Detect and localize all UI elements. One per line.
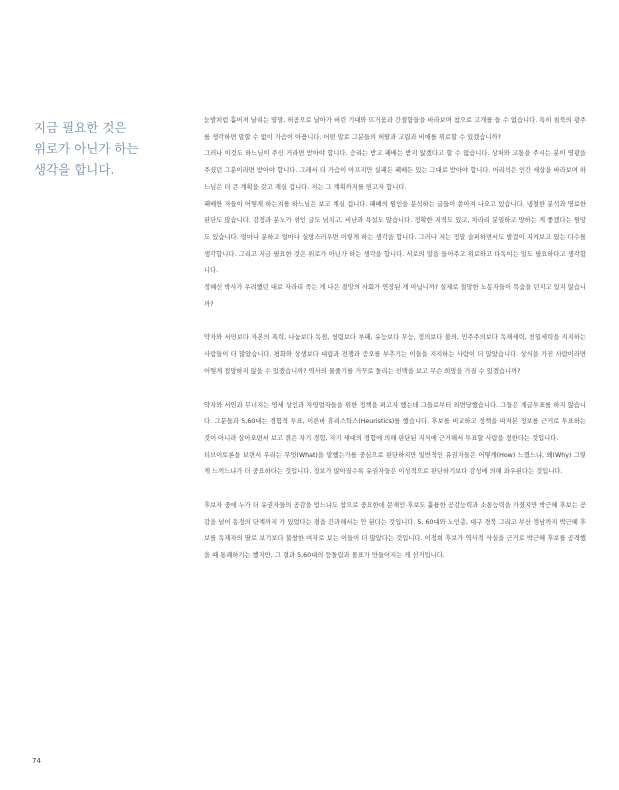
paragraph: 약자와 서민과 무너지는 영세 상인과 자영업자들을 위한 정책을 펴고자 했는데 그들로부터 외면당했습니다. 그들은 계급투표를 하지 않습니다. 그분들과 5,60대는 경험적 투표, 이른바 휴리스틱스(Heuristics)를 했습니다. 후보를 비교하고 정책을 따져본 정보를 근거로 투표하는 것이 아니라 살아오면서 보고 겪은 자기 경험, 자기 세대의 경험에 의해 판단된 지식에 근거해서 투표할 사람을 정한다는 것입니다. [204, 401, 586, 442]
pull-quote-line: 위로가 아닌가 하는 [34, 141, 139, 156]
paragraph: 패배한 자들이 어떻게 하는지를 하느님은 보고 계실 겁니다. 패배의 원인을 분석하는 글들이 쏟아져 나오고 있습니다. 냉철한 분석과 명료한 판단도 많습니다. 감정과 분노가 섞인 글도 넘치고, 비난과 욕설도 많습니다. 정확한 지적도 있고, 차라리 분열하고 망하는 게 좋겠다는 원망도 있습니다. 얼마나 분하고 얼마나 실망스러우면 이렇게 하는 생각을 합니다. 그러나 저는 정말 슬퍼하면서도 발걸이 지켜보고 있는 다수를 생각합니다. 그리고 지금 필요한 것은 위로가 아닌가 하는 생각을 합니다. 서로의 말을 들어주고 위로하고 다독이는 일도 필요하다고 생각합니다. [204, 200, 586, 275]
paragraph: 후보자 중에 누가 더 유권자들의 공감을 얻느냐도 참으로 중요한데 문재인 후보도 훌륭한 공감능력과 소통능력을 가졌지만 박근혜 후보는 공감을 넘어 동정의 단계까지 가 있었다는 점을 간과해서는 안 된다는 것입니다. 5, 60대와 노인층, 대구 경북 그리고 부산 경남까지 박근혜 후보를 독재자의 딸로 보기보다 불쌍한 여자로 보는 이들이 더 많았다는 것입니다. 이정희 후보가 역사적 사실을 근거로 박근혜 후보를 공격했을 때 통쾌하기는 했지만, 그 결과 5,60대의 등돌림과 몰표가 만들어지는 게 선거입니다. [204, 502, 586, 560]
body-text [204, 113, 586, 565]
page-number: 74 [32, 757, 41, 765]
pull-quote-line: 지금 필요한 것은 [34, 120, 127, 135]
paragraph: 티브이토론을 보면서 우리는 무엇(What)을 말했는가를 중심으로 판단하지만 일반적인 유권자들은 어떻게(How) 느꼈느냐, 왜(Why) 그렇게 느끼느냐가 더 중요하다는 것입니다. 정보가 많아질수록 유권자들은 이성적으로 판단하기보다 감성에 의해 좌우된다는 것입니다. [204, 451, 586, 476]
paragraph: 정혜신 박사가 우려했던 대로 자라리 죽는 게 나은 절망의 사회가 연장된 게 아닙니까? 실제로 절망한 노동자들이 목숨을 던지고 있지 않습니까? [204, 284, 587, 308]
pull-quote-line: 생각을 합니다. [34, 162, 115, 177]
pull-quote [34, 117, 174, 180]
paragraph: 그러나 이것도 하느님이 주신 거라면 받아야 합니다. 승리는 받고 패배는 받지 않겠다고 할 수 없습니다. 상처와 고통을 주시는 분이 영광을 주셨던 그분이라면 받아야 합니다. 그래서 더 가슴이 아프지만 실패든 패배든 있는 그대로 받아야 합니다. 어리석은 인간 세상을 바라보며 하느님은 더 큰 계획을 갖고 계실 겁니다. 저는 그 계획까지를 믿고자 합니다. [204, 150, 586, 191]
paragraph: 약자와 서민보다 자본의 폭력, 나눔보다 독점, 청렴보다 부패, 유능보다 무능, 정의보다 불의, 민주주의보다 독재세력, 친일세력을 지지하는 사람들이 더 많았습니다. 평화와 상생보다 대립과 전쟁과 증오를 부추기는 이들을 지지하는 사람이 더 많았습니다. 상식을 가진 사람이라면 어떻게 절망하지 않을 수 있겠습니까? 역사의 물줄기를 거꾸로 돌리는 선택을 보고 무슨 희망을 가질 수 있겠습니까? [204, 334, 586, 375]
paragraph: 눈발처럼 흩어져 날리는 열망, 허공으로 날아가 버린 기대와 뜨거움과 간절함들을 바라보며 참으로 고개를 들 수 없습니다. 특히 침묵의 광주를 생각하면 말할 수 없이 가슴이 아픕니다. 어떤 말로 그분들의 허탈과 고립과 비애를 위로할 수 있겠습니까? [204, 117, 586, 141]
